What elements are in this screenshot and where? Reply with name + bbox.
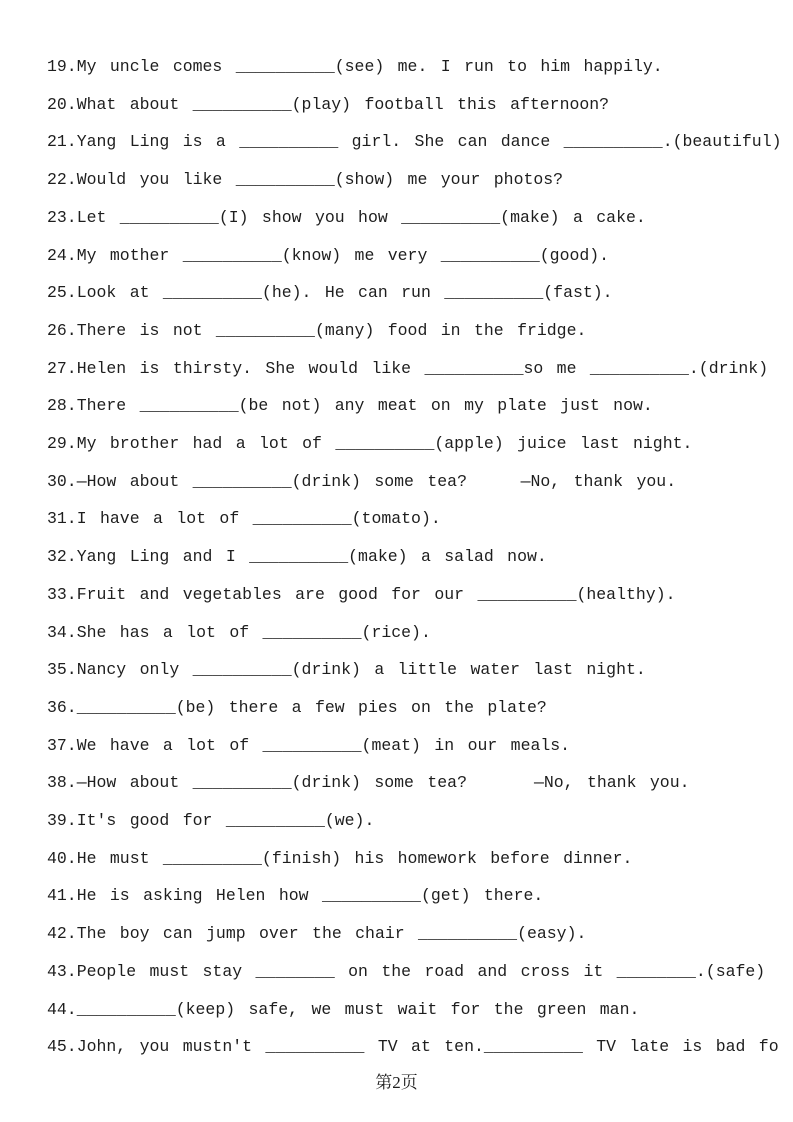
exercise-line: 28.There __________(be not) any meat on my plate just now.: [47, 396, 653, 416]
exercise-line: 42.The boy can jump over the chair __________(easy).: [47, 924, 587, 944]
exercise-line: 38.—How about __________(drink) some tea? —No, thank you.: [47, 773, 690, 793]
exercise-line: 21.Yang Ling is a __________ girl. She can dance __________.(beautiful): [47, 132, 782, 152]
exercise-line: 45.John, you mustn't __________ TV at ten.__________ TV late is bad fo: [47, 1037, 779, 1057]
exercise-line: 39.It's good for __________(we).: [47, 811, 375, 831]
exercise-line: 24.My mother __________(know) me very __________(good).: [47, 245, 610, 265]
exercise-line: 34.She has a lot of __________(rice).: [47, 622, 431, 642]
exercise-line: 20.What about __________(play) football this afternoon?: [47, 94, 610, 114]
exercise-line: 36.__________(be) there a few pies on the plate?: [47, 697, 547, 717]
exercise-line: 44.__________(keep) safe, we must wait for the green man.: [47, 999, 640, 1019]
exercise-line: 25.Look at __________(he). He can run __________(fast).: [47, 283, 613, 303]
exercise-line: 30.—How about __________(drink) some tea? —No, thank you.: [47, 471, 677, 491]
exercise-line: 26.There is not __________(many) food in the fridge.: [47, 320, 587, 340]
exercise-line: 35.Nancy only __________(drink) a little water last night.: [47, 660, 646, 680]
exercise-line: 22.Would you like __________(show) me your photos?: [47, 170, 564, 190]
exercise-line: 37.We have a lot of __________(meat) in our meals.: [47, 735, 571, 755]
exercise-line: 40.He must __________(finish) his homework before dinner.: [47, 848, 633, 868]
exercise-line: 33.Fruit and vegetables are good for our __________(healthy).: [47, 584, 676, 604]
page-number: 第2页: [375, 1073, 418, 1092]
exercise-line: 23.Let __________(I) show you how __________(make) a cake.: [47, 207, 646, 227]
exercise-line: 29.My brother had a lot of __________(apple) juice last night.: [47, 434, 693, 454]
exercise-line: 31.I have a lot of __________(tomato).: [47, 509, 441, 529]
exercise-line: 19.My uncle comes __________(see) me. I run to him happily.: [47, 57, 663, 76]
exercise-line: 43.People must stay ________ on the road and cross it ________.(safe): [47, 961, 766, 981]
exercise-line: 27.Helen is thirsty. She would like __________so me __________.(drink): [47, 358, 769, 378]
exercise-line: 41.He is asking Helen how __________(get) there.: [47, 886, 544, 906]
exercise-line: 32.Yang Ling and I __________(make) a salad now.: [47, 547, 547, 567]
